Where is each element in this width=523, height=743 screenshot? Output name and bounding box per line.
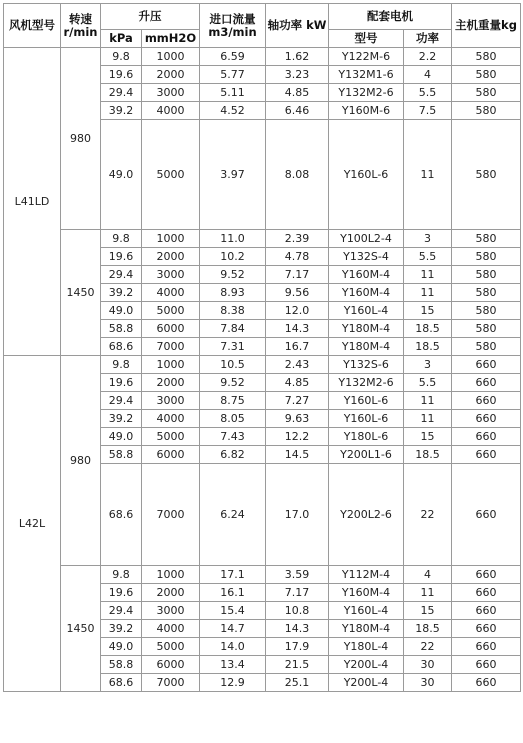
cell-mmh2o: 7000 xyxy=(142,464,200,566)
cell-shaft-power: 9.56 xyxy=(266,284,329,302)
cell-motor-power: 22 xyxy=(404,638,452,656)
cell-motor-model: Y200L-4 xyxy=(329,656,404,674)
cell-shaft-power: 4.85 xyxy=(266,374,329,392)
cell-flow: 5.77 xyxy=(200,66,266,84)
cell-kpa: 58.8 xyxy=(101,320,142,338)
cell-shaft-power: 9.63 xyxy=(266,410,329,428)
cell-kpa: 9.8 xyxy=(101,230,142,248)
cell-flow: 9.52 xyxy=(200,266,266,284)
cell-mmh2o: 4000 xyxy=(142,410,200,428)
cell-motor-model: Y160L-6 xyxy=(329,392,404,410)
cell-flow: 7.31 xyxy=(200,338,266,356)
cell-shaft-power: 7.27 xyxy=(266,392,329,410)
cell-shaft-power: 17.9 xyxy=(266,638,329,656)
cell-mmh2o: 6000 xyxy=(142,656,200,674)
cell-mmh2o: 2000 xyxy=(142,66,200,84)
cell-flow: 7.43 xyxy=(200,428,266,446)
cell-mmh2o: 1000 xyxy=(142,48,200,66)
cell-kpa: 9.8 xyxy=(101,48,142,66)
cell-mmh2o: 3000 xyxy=(142,266,200,284)
cell-shaft-power: 12.0 xyxy=(266,302,329,320)
cell-kpa: 29.4 xyxy=(101,392,142,410)
header-shaft-power: 轴功率 kW xyxy=(266,4,329,48)
cell-motor-model: Y200L-4 xyxy=(329,674,404,692)
cell-motor-power: 5.5 xyxy=(404,84,452,102)
cell-motor-power: 18.5 xyxy=(404,620,452,638)
cell-weight: 580 xyxy=(452,302,521,320)
cell-flow: 12.9 xyxy=(200,674,266,692)
cell-fan-model: L41LD xyxy=(4,48,61,356)
cell-mmh2o: 4000 xyxy=(142,620,200,638)
cell-weight: 660 xyxy=(452,674,521,692)
cell-motor-power: 4 xyxy=(404,566,452,584)
cell-shaft-power: 16.7 xyxy=(266,338,329,356)
cell-mmh2o: 4000 xyxy=(142,102,200,120)
cell-motor-model: Y100L2-4 xyxy=(329,230,404,248)
cell-weight: 580 xyxy=(452,120,521,230)
cell-speed: 980 xyxy=(61,48,101,230)
cell-kpa: 29.4 xyxy=(101,84,142,102)
cell-flow: 13.4 xyxy=(200,656,266,674)
cell-motor-power: 18.5 xyxy=(404,446,452,464)
cell-weight: 580 xyxy=(452,248,521,266)
cell-shaft-power: 3.59 xyxy=(266,566,329,584)
cell-motor-model: Y180M-4 xyxy=(329,320,404,338)
cell-motor-model: Y160L-6 xyxy=(329,410,404,428)
header-kpa: kPa xyxy=(101,30,142,48)
cell-mmh2o: 3000 xyxy=(142,392,200,410)
cell-flow: 5.11 xyxy=(200,84,266,102)
cell-motor-power: 11 xyxy=(404,584,452,602)
cell-mmh2o: 5000 xyxy=(142,120,200,230)
cell-kpa: 19.6 xyxy=(101,248,142,266)
cell-motor-model: Y132S-4 xyxy=(329,248,404,266)
cell-motor-model: Y180L-4 xyxy=(329,638,404,656)
header-motor-power: 功率 xyxy=(404,30,452,48)
header-flow: 进口流量m3/min xyxy=(200,4,266,48)
cell-mmh2o: 2000 xyxy=(142,248,200,266)
cell-motor-model: Y200L1-6 xyxy=(329,446,404,464)
cell-flow: 10.2 xyxy=(200,248,266,266)
cell-flow: 8.38 xyxy=(200,302,266,320)
cell-kpa: 49.0 xyxy=(101,638,142,656)
header-weight: 主机重量kg xyxy=(452,4,521,48)
cell-kpa: 29.4 xyxy=(101,266,142,284)
cell-mmh2o: 2000 xyxy=(142,584,200,602)
cell-kpa: 49.0 xyxy=(101,428,142,446)
cell-kpa: 19.6 xyxy=(101,374,142,392)
cell-flow: 16.1 xyxy=(200,584,266,602)
cell-flow: 8.05 xyxy=(200,410,266,428)
cell-kpa: 68.6 xyxy=(101,464,142,566)
cell-kpa: 58.8 xyxy=(101,446,142,464)
cell-shaft-power: 7.17 xyxy=(266,266,329,284)
cell-mmh2o: 2000 xyxy=(142,374,200,392)
cell-flow: 6.24 xyxy=(200,464,266,566)
cell-flow: 15.4 xyxy=(200,602,266,620)
cell-kpa: 39.2 xyxy=(101,410,142,428)
cell-shaft-power: 10.8 xyxy=(266,602,329,620)
cell-motor-model: Y160M-4 xyxy=(329,284,404,302)
cell-speed: 1450 xyxy=(61,566,101,692)
cell-weight: 580 xyxy=(452,284,521,302)
cell-motor-power: 15 xyxy=(404,428,452,446)
cell-shaft-power: 6.46 xyxy=(266,102,329,120)
cell-flow: 14.7 xyxy=(200,620,266,638)
cell-mmh2o: 7000 xyxy=(142,674,200,692)
cell-speed: 1450 xyxy=(61,230,101,356)
cell-kpa: 9.8 xyxy=(101,566,142,584)
cell-weight: 660 xyxy=(452,446,521,464)
cell-motor-power: 5.5 xyxy=(404,248,452,266)
cell-motor-model: Y132S-6 xyxy=(329,356,404,374)
cell-kpa: 68.6 xyxy=(101,338,142,356)
fan-spec-table xyxy=(3,3,521,692)
cell-mmh2o: 3000 xyxy=(142,602,200,620)
cell-shaft-power: 12.2 xyxy=(266,428,329,446)
cell-mmh2o: 1000 xyxy=(142,566,200,584)
cell-motor-power: 3 xyxy=(404,356,452,374)
cell-weight: 580 xyxy=(452,102,521,120)
cell-shaft-power: 21.5 xyxy=(266,656,329,674)
header-mmh2o: mmH2O xyxy=(142,30,200,48)
cell-motor-power: 22 xyxy=(404,464,452,566)
cell-flow: 17.1 xyxy=(200,566,266,584)
cell-flow: 9.52 xyxy=(200,374,266,392)
header-speed: 转速r/min xyxy=(61,4,101,48)
cell-motor-power: 30 xyxy=(404,656,452,674)
cell-shaft-power: 14.3 xyxy=(266,320,329,338)
cell-motor-power: 5.5 xyxy=(404,374,452,392)
cell-kpa: 49.0 xyxy=(101,120,142,230)
cell-shaft-power: 1.62 xyxy=(266,48,329,66)
cell-motor-model: Y180M-4 xyxy=(329,338,404,356)
cell-flow: 8.75 xyxy=(200,392,266,410)
cell-motor-power: 15 xyxy=(404,302,452,320)
cell-shaft-power: 3.23 xyxy=(266,66,329,84)
cell-mmh2o: 5000 xyxy=(142,302,200,320)
cell-kpa: 68.6 xyxy=(101,674,142,692)
cell-shaft-power: 7.17 xyxy=(266,584,329,602)
cell-weight: 660 xyxy=(452,410,521,428)
cell-weight: 660 xyxy=(452,656,521,674)
cell-motor-model: Y200L2-6 xyxy=(329,464,404,566)
cell-weight: 660 xyxy=(452,428,521,446)
cell-weight: 580 xyxy=(452,320,521,338)
table-row xyxy=(4,230,521,248)
cell-mmh2o: 1000 xyxy=(142,356,200,374)
cell-mmh2o: 6000 xyxy=(142,320,200,338)
cell-motor-model: Y160L-4 xyxy=(329,302,404,320)
cell-motor-power: 18.5 xyxy=(404,338,452,356)
header-model: 风机型号 xyxy=(4,4,61,48)
cell-kpa: 39.2 xyxy=(101,284,142,302)
cell-shaft-power: 25.1 xyxy=(266,674,329,692)
cell-motor-power: 2.2 xyxy=(404,48,452,66)
cell-weight: 660 xyxy=(452,602,521,620)
cell-motor-power: 11 xyxy=(404,120,452,230)
cell-weight: 660 xyxy=(452,620,521,638)
cell-kpa: 29.4 xyxy=(101,602,142,620)
cell-kpa: 19.6 xyxy=(101,66,142,84)
cell-motor-model: Y112M-4 xyxy=(329,566,404,584)
cell-shaft-power: 4.78 xyxy=(266,248,329,266)
header-pressure: 升压 xyxy=(101,4,200,30)
cell-motor-power: 15 xyxy=(404,602,452,620)
cell-motor-model: Y160M-4 xyxy=(329,584,404,602)
cell-motor-power: 11 xyxy=(404,392,452,410)
cell-mmh2o: 1000 xyxy=(142,230,200,248)
cell-weight: 660 xyxy=(452,566,521,584)
cell-weight: 660 xyxy=(452,584,521,602)
cell-flow: 7.84 xyxy=(200,320,266,338)
cell-motor-model: Y122M-6 xyxy=(329,48,404,66)
cell-weight: 580 xyxy=(452,66,521,84)
cell-motor-model: Y160M-4 xyxy=(329,266,404,284)
cell-motor-model: Y180L-6 xyxy=(329,428,404,446)
cell-shaft-power: 4.85 xyxy=(266,84,329,102)
cell-kpa: 58.8 xyxy=(101,656,142,674)
cell-flow: 3.97 xyxy=(200,120,266,230)
cell-motor-power: 3 xyxy=(404,230,452,248)
cell-shaft-power: 2.39 xyxy=(266,230,329,248)
cell-shaft-power: 14.5 xyxy=(266,446,329,464)
cell-motor-model: Y132M2-6 xyxy=(329,84,404,102)
cell-weight: 660 xyxy=(452,356,521,374)
cell-mmh2o: 6000 xyxy=(142,446,200,464)
cell-motor-power: 11 xyxy=(404,266,452,284)
cell-motor-model: Y180M-4 xyxy=(329,620,404,638)
cell-motor-power: 11 xyxy=(404,410,452,428)
header-motor-model: 型号 xyxy=(329,30,404,48)
cell-flow: 10.5 xyxy=(200,356,266,374)
cell-motor-model: Y132M1-6 xyxy=(329,66,404,84)
cell-weight: 660 xyxy=(452,464,521,566)
cell-weight: 580 xyxy=(452,48,521,66)
cell-motor-model: Y132M2-6 xyxy=(329,374,404,392)
cell-weight: 580 xyxy=(452,230,521,248)
cell-weight: 660 xyxy=(452,638,521,656)
cell-shaft-power: 8.08 xyxy=(266,120,329,230)
cell-mmh2o: 3000 xyxy=(142,84,200,102)
table-row xyxy=(4,48,521,66)
cell-mmh2o: 5000 xyxy=(142,428,200,446)
cell-flow: 6.82 xyxy=(200,446,266,464)
cell-kpa: 9.8 xyxy=(101,356,142,374)
cell-motor-power: 30 xyxy=(404,674,452,692)
cell-weight: 580 xyxy=(452,84,521,102)
cell-motor-power: 11 xyxy=(404,284,452,302)
cell-weight: 580 xyxy=(452,266,521,284)
cell-motor-model: Y160L-6 xyxy=(329,120,404,230)
cell-motor-model: Y160L-4 xyxy=(329,602,404,620)
cell-flow: 8.93 xyxy=(200,284,266,302)
cell-shaft-power: 2.43 xyxy=(266,356,329,374)
cell-kpa: 49.0 xyxy=(101,302,142,320)
cell-speed: 980 xyxy=(61,356,101,566)
table-row xyxy=(4,566,521,584)
cell-motor-model: Y160M-6 xyxy=(329,102,404,120)
cell-weight: 660 xyxy=(452,392,521,410)
cell-motor-power: 4 xyxy=(404,66,452,84)
table-body xyxy=(4,48,521,692)
cell-shaft-power: 17.0 xyxy=(266,464,329,566)
header-row-1 xyxy=(4,4,521,30)
cell-flow: 6.59 xyxy=(200,48,266,66)
cell-flow: 11.0 xyxy=(200,230,266,248)
cell-kpa: 19.6 xyxy=(101,584,142,602)
table-row xyxy=(4,356,521,374)
cell-mmh2o: 5000 xyxy=(142,638,200,656)
cell-kpa: 39.2 xyxy=(101,102,142,120)
cell-shaft-power: 14.3 xyxy=(266,620,329,638)
cell-flow: 4.52 xyxy=(200,102,266,120)
header-motor: 配套电机 xyxy=(329,4,452,30)
cell-weight: 580 xyxy=(452,338,521,356)
cell-flow: 14.0 xyxy=(200,638,266,656)
cell-motor-power: 7.5 xyxy=(404,102,452,120)
cell-weight: 660 xyxy=(452,374,521,392)
cell-mmh2o: 4000 xyxy=(142,284,200,302)
cell-fan-model: L42L xyxy=(4,356,61,692)
cell-kpa: 39.2 xyxy=(101,620,142,638)
cell-motor-power: 18.5 xyxy=(404,320,452,338)
cell-mmh2o: 7000 xyxy=(142,338,200,356)
